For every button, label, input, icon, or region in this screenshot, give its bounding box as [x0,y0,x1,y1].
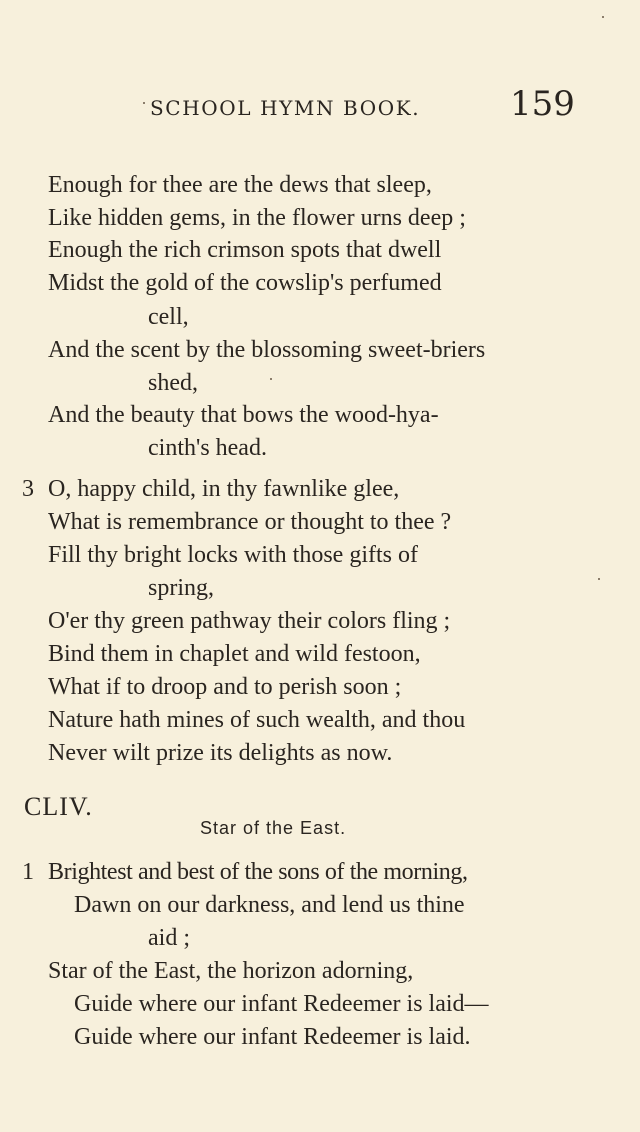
stanza-number: 3 [22,476,34,502]
hymn-title: Star of the East. [200,818,347,838]
verse-line: O, happy child, in thy fawnlike glee, [48,476,400,502]
verse-line: Dawn on our darkness, and lend us thine [74,892,465,918]
paper-speck [598,578,600,580]
verse-line: What is remembrance or thought to thee ? [48,509,452,535]
verse-line-indented: aid ; [148,925,190,951]
verse-line: O'er thy green pathway their colors fling ; [48,608,451,634]
running-title: SCHOOL HYMN BOOK. [150,96,421,120]
verse-line-indented: cell, [148,304,189,330]
stanza-number: 1 [22,859,34,885]
paper-speck [602,16,604,18]
verse-line: What if to droop and to perish soon ; [48,674,402,700]
verse-line: Midst the gold of the cowslip's perfumed [48,270,442,296]
verse-line: Enough for thee are the dews that sleep, [48,172,432,198]
verse-line: Fill thy bright locks with those gifts of [48,542,418,568]
verse-line: Bind them in chaplet and wild festoon, [48,641,421,667]
verse-line: Never wilt prize its delights as now. [48,740,393,766]
verse-line: And the scent by the blossoming sweet-briers [48,337,486,363]
verse-line: Like hidden gems, in the flower urns deep ; [48,205,466,231]
paper-speck [270,378,272,380]
verse-line-indented: shed, [148,370,198,396]
verse-line: Guide where our infant Redeemer is laid. [74,1024,471,1050]
page-number: 159 [510,84,575,124]
verse-line: Brightest and best of the sons of the morning, [48,859,468,885]
verse-line-indented: cinth's head. [148,435,267,461]
verse-line-indented: spring, [148,575,214,601]
verse-line: Guide where our infant Redeemer is laid— [74,991,489,1017]
verse-line: Enough the rich crimson spots that dwell [48,237,442,263]
verse-line: Star of the East, the horizon adorning, [48,958,414,984]
verse-line: Nature hath mines of such wealth, and thou [48,707,466,733]
hymn-number: CLIV. [24,792,93,821]
verse-line: And the beauty that bows the wood-hya- [48,402,439,428]
paper-speck [143,102,145,104]
